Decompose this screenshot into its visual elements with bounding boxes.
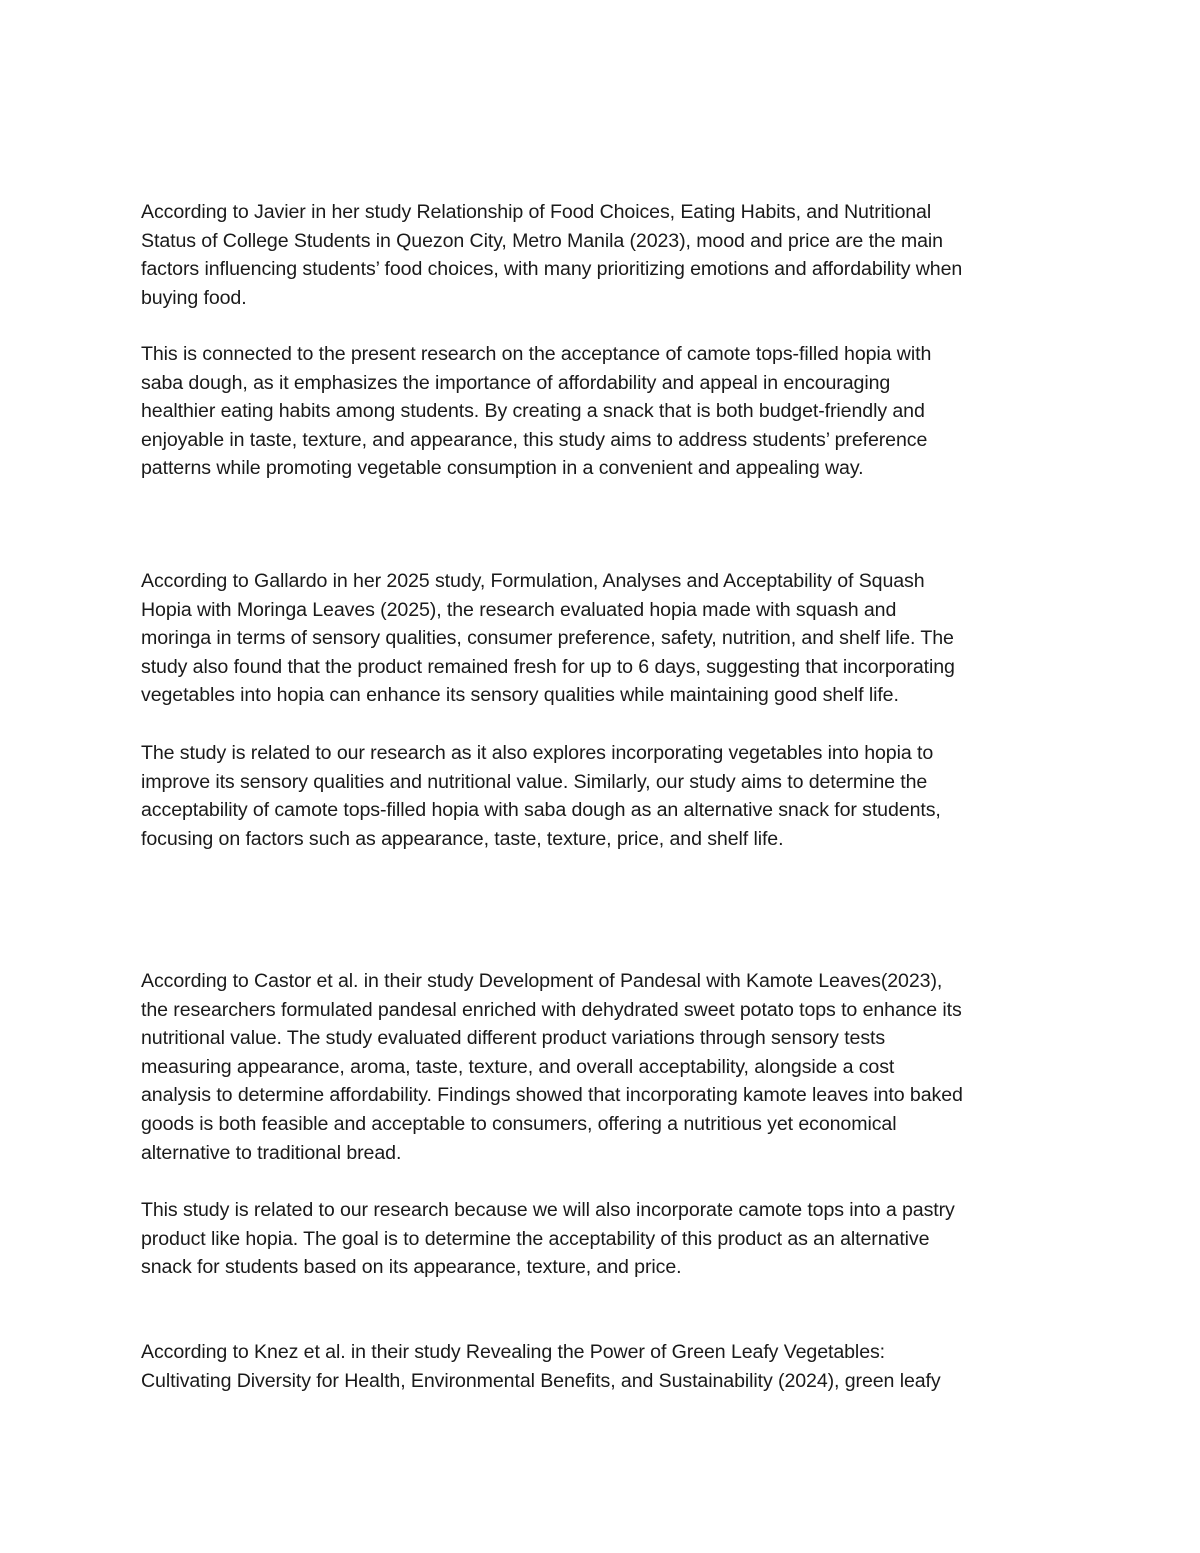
paragraph-castor-study [141,967,1071,1167]
text-line: Hopia with Moringa Leaves (2025), the research evaluated hopia made with squash and [141,598,897,621]
text-line: goods is both feasible and acceptable to consumers, offering a nutritious yet economical [141,1112,897,1135]
text-line: moringa in terms of sensory qualities, consumer preference, safety, nutrition, and shelf life. The [141,627,954,650]
text-line: According to Javier in her study Relationship of Food Choices, Eating Habits, and Nutritional [141,201,932,223]
text-line: According to Gallardo in her 2025 study, Formulation, Analyses and Acceptability of Squash [141,570,925,592]
paragraph-castor-connection [141,1196,1071,1282]
text-line: According to Knez et al. in their study Revealing the Power of Green Leafy Vegetables: [141,1341,886,1363]
text-line: healthier eating habits among students. By creating a snack that is both budget-friendly and [141,400,925,423]
text-line: acceptability of camote tops-filled hopia with saba dough as an alternative snack for students, [141,799,941,822]
text-line: measuring appearance, aroma, taste, texture, and overall acceptability, alongside a cost [141,1055,895,1078]
paragraph-knez-study [141,1338,1071,1395]
text-line: analysis to determine affordability. Findings showed that incorporating kamote leaves into baked [141,1084,963,1107]
paragraph-gallardo-connection [141,739,1071,853]
text-line: According to Castor et al. in their study Development of Pandesal with Kamote Leaves(2023), [141,970,943,992]
text-line: study also found that the product remained fresh for up to 6 days, suggesting that incorporating [141,655,955,678]
text-line: This study is related to our research because we will also incorporate camote tops into a pastry [141,1199,955,1221]
text-line: enjoyable in taste, texture, and appearance, this study aims to address students’ preference [141,428,928,451]
paragraph-javier-study [141,198,1071,312]
text-line: vegetables into hopia can enhance its sensory qualities while maintaining good shelf life. [141,684,899,707]
text-line: alternative to traditional bread. [141,1141,402,1164]
text-line: This is connected to the present research on the acceptance of camote tops-filled hopia with [141,343,932,365]
text-line: snack for students based on its appearance, texture, and price. [141,1256,682,1279]
text-line: focusing on factors such as appearance, taste, texture, price, and shelf life. [141,827,784,850]
text-line: the researchers formulated pandesal enriched with dehydrated sweet potato tops to enhance its [141,998,962,1021]
text-line: factors influencing students’ food choices, with many prioritizing emotions and affordability when [141,258,963,281]
paragraph-gallardo-study [141,567,1071,710]
text-line: saba dough, as it emphasizes the importance of affordability and appeal in encouraging [141,371,891,394]
text-line: The study is related to our research as it also explores incorporating vegetables into hopia to [141,742,934,764]
text-line: patterns while promoting vegetable consumption in a convenient and appealing way. [141,457,864,480]
text-line: Status of College Students in Quezon City, Metro Manila (2023), mood and price are the main [141,229,943,252]
text-line: product like hopia. The goal is to determine the acceptability of this product as an alternative [141,1227,930,1250]
text-line: improve its sensory qualities and nutritional value. Similarly, our study aims to determine the [141,770,928,793]
text-line: Cultivating Diversity for Health, Environmental Benefits, and Sustainability (2024), green leafy [141,1369,941,1392]
paragraph-javier-connection [141,340,1071,483]
text-line: nutritional value. The study evaluated different product variations through sensory tests [141,1027,886,1050]
text-line: buying food. [141,286,247,309]
